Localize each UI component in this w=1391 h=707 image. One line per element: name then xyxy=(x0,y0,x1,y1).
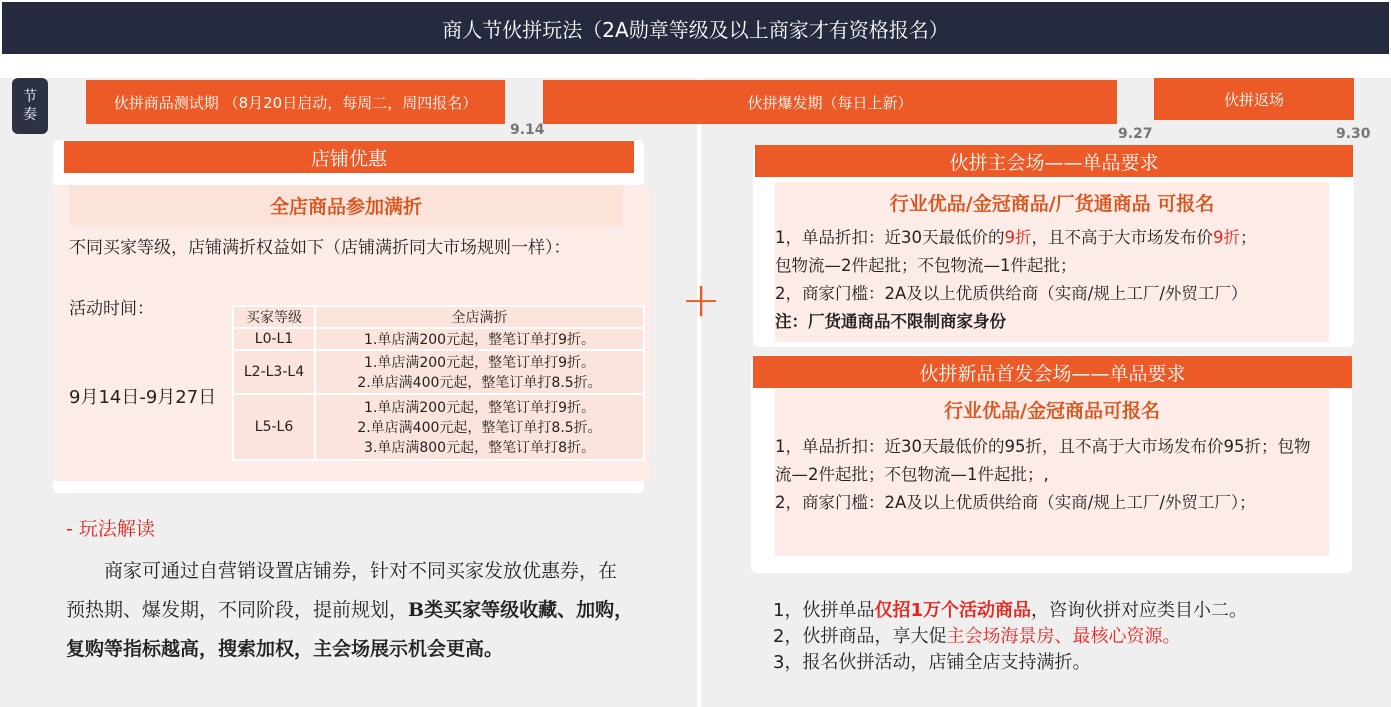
rule-highlight: 9折 xyxy=(1213,228,1240,247)
activity-dates: 9月14日-9月27日 xyxy=(69,387,217,408)
tier-level: L5-L6 xyxy=(233,394,315,460)
rhythm-char-2: 奏 xyxy=(23,107,37,123)
interpretation-text: 商家可通过自营销设置店铺券，针对不同买家发放优惠券，在预热期、爆发期，不同阶段，提前规划， xyxy=(66,560,618,621)
rule-text: 1，单品折扣：近30天最低价的 xyxy=(775,228,1005,247)
tier-level: L0-L1 xyxy=(233,328,315,350)
notes xyxy=(773,598,1373,676)
rhythm-label xyxy=(12,78,48,134)
phase-test: 伙拼商品测试期 （8月20日启动，每周二，周四报名） xyxy=(86,80,505,124)
activity-time-label: 活动时间： xyxy=(69,299,154,319)
rhythm-char-1: 节 xyxy=(23,89,37,105)
note-text: 2，伙拼商品，享大促 xyxy=(773,626,947,647)
tier-rules xyxy=(315,350,644,394)
main-venue-rule-3: 2，商家门槛：2A及以上优质供给商（实商/规上工厂/外贸工厂） xyxy=(775,284,1248,303)
tier-rule: 2.单店满400元起，整笔订单打8.5折。 xyxy=(357,420,602,436)
date-marker: 9.30 xyxy=(1336,126,1371,142)
rule-text: ； xyxy=(1240,228,1257,247)
interpretation-body xyxy=(66,552,634,669)
tier-rule: 1.单店满200元起，整笔订单打9折。 xyxy=(364,332,595,348)
tier-rule: 1.单店满200元起，整笔订单打9折。 xyxy=(364,355,595,371)
store-promo-subheader: 全店商品参加满折 xyxy=(69,185,623,225)
new-venue-subheader: 行业优品/金冠商品可报名 xyxy=(944,399,1160,422)
tier-rule: 3.单店满800元起，整笔订单打8折。 xyxy=(364,440,595,456)
tier-rules xyxy=(315,394,644,460)
new-venue-rules xyxy=(775,433,1320,517)
tier-rule: 2.单店满400元起，整笔订单打8.5折。 xyxy=(357,375,602,391)
note-text: ，咨询伙拼对应类目小二。 xyxy=(1030,600,1247,621)
main-venue-rules xyxy=(775,224,1350,336)
new-venue-header: 伙拼新品首发会场——单品要求 xyxy=(753,356,1352,388)
phase-return: 伙拼返场 xyxy=(1154,78,1354,120)
tier-table xyxy=(232,305,645,461)
page-title: 商人节伙拼玩法（2A勋章等级及以上商家才有资格报名） xyxy=(2,2,1389,54)
note-1 xyxy=(773,598,1373,624)
note-3: 3，报名伙拼活动，店铺全店支持满折。 xyxy=(773,652,1091,673)
store-promo-desc: 不同买家等级，店铺满折权益如下（店铺满折同大市场规则一样）： xyxy=(69,238,571,258)
date-marker: 9.27 xyxy=(1118,126,1153,142)
rule-highlight: 9折 xyxy=(1004,228,1032,247)
tier-rules xyxy=(315,328,644,350)
main-venue-note: 注：厂货通商品不限制商家身份 xyxy=(775,312,1006,331)
note-highlight: 主会场海景房、最核心资源。 xyxy=(946,626,1181,647)
rule-text: ，且不高于大市场发布价 xyxy=(1031,228,1213,247)
interpretation-bold-text: B类买家等级收藏、加购，复购等指标越高，搜索加权，主会场展示机会更高。 xyxy=(66,599,634,660)
note-text: 1，伙拼单品 xyxy=(773,600,875,621)
main-venue-header: 伙拼主会场——单品要求 xyxy=(755,145,1353,177)
tier-rule: 1.单店满200元起，整笔订单打9折。 xyxy=(364,400,595,416)
new-venue-rule-2: 2，商家门槛：2A及以上优质供给商（实商/规上工厂/外贸工厂）； xyxy=(775,493,1256,512)
tier-level: L2-L3-L4 xyxy=(233,350,315,394)
plus-icon: + xyxy=(681,272,722,328)
note-2 xyxy=(773,624,1373,650)
interpretation-heading: - 玩法解读 xyxy=(66,518,155,540)
table-header: 全店满折 xyxy=(315,306,644,328)
date-marker: 9.14 xyxy=(510,122,545,138)
main-venue-subheader: 行业优品/金冠商品/厂货通商品 可报名 xyxy=(889,192,1215,215)
main-venue-rule-2: 包物流—2件起批；不包物流—1件起批； xyxy=(775,256,1077,275)
note-highlight: 仅招1万个活动商品 xyxy=(874,600,1031,621)
main-venue-rule-1 xyxy=(775,224,1350,252)
store-promo-header: 店铺优惠 xyxy=(64,141,634,173)
table-header: 买家等级 xyxy=(233,306,315,328)
phase-burst: 伙拼爆发期（每日上新） xyxy=(543,80,1117,124)
new-venue-rule-1: 1，单品折扣：近30天最低价的95折，且不高于大市场发布价95折；包物流—2件起批；不包物流—1件起批；, xyxy=(775,437,1311,484)
